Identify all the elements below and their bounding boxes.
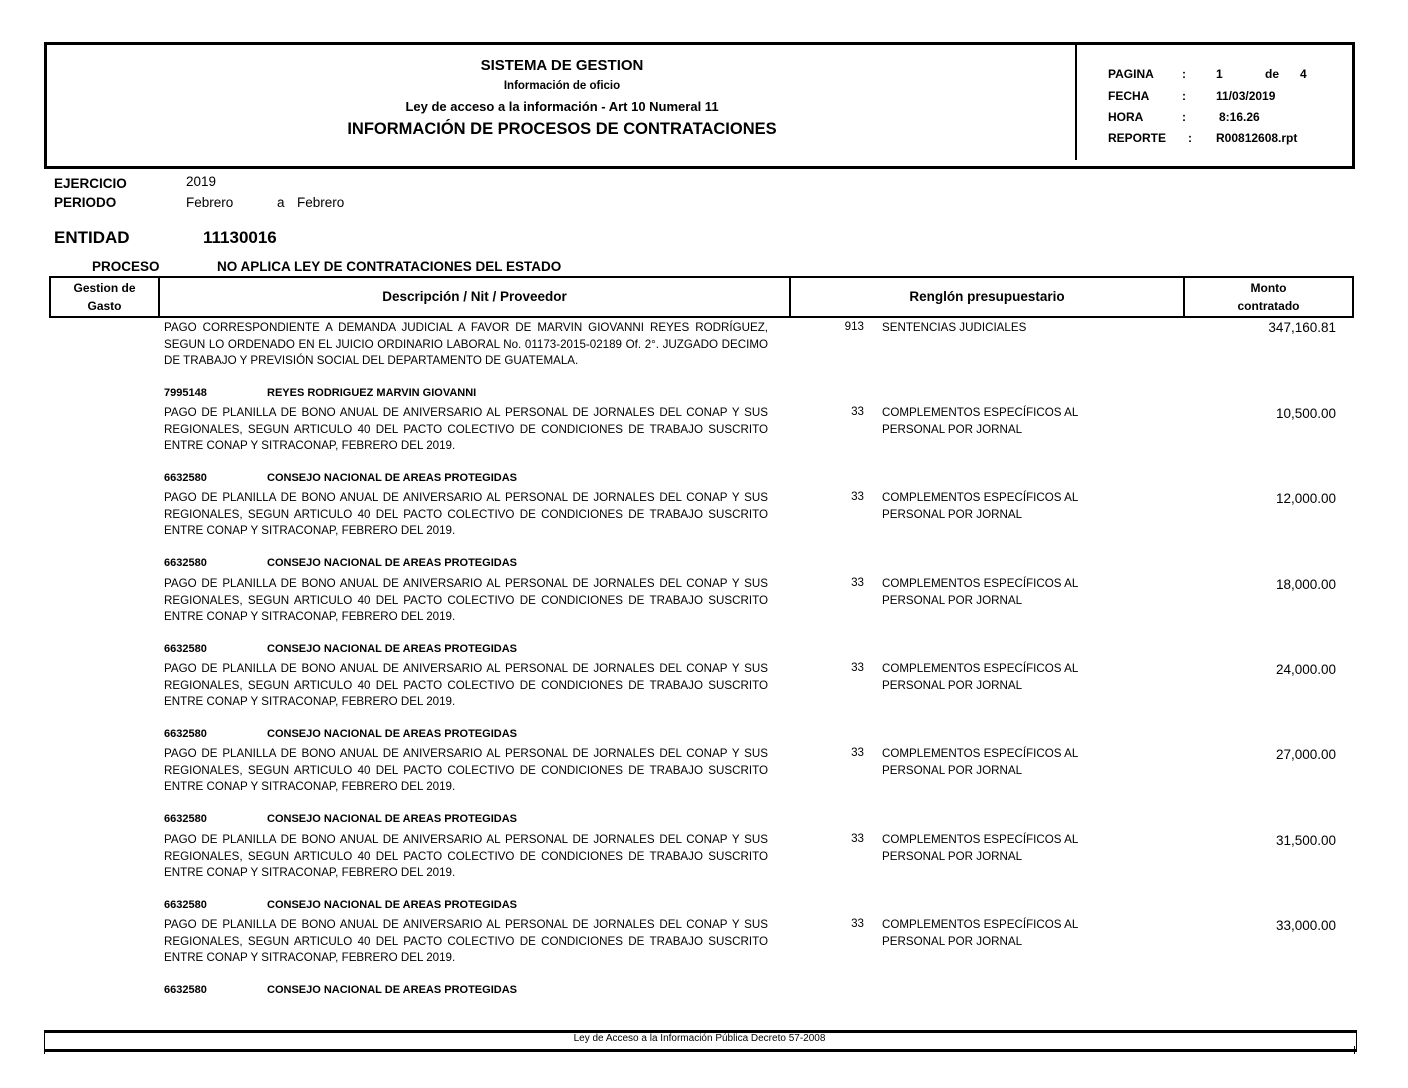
provider-name: CONSEJO NACIONAL DE AREAS PROTEGIDAS <box>267 643 517 655</box>
renglon-name: COMPLEMENTOS ESPECÍFICOS AL PERSONAL POR JORNAL <box>882 833 1078 863</box>
row-description: PAGO CORRESPONDIENTE A DEMANDA JUDICIAL A FAVOR DE MARVIN GIOVANNI REYES RODRÍGUEZ, SEGUN LO ORDENADO EN EL JUICIO ORDINARIO LABORAL No. 01173-2015-02189 Of. 2°. JUZGADO DECIMO DE TRABAJO Y PREVISIÓN SOCIAL DEL DEPARTAMENTO DE GUATEMALA. <box>164 321 768 367</box>
monto: 33,000.00 <box>1275 918 1336 933</box>
row-description: PAGO DE PLANILLA DE BONO ANUAL DE ANIVERSARIO AL PERSONAL DE JORNALES DEL CONAP Y SUS REGIONALES, SEGUN ARTICULO 40 DEL PACTO COLECTIVO DE CONDICIONES DE TRABAJO SUSCRITO ENTRE CONAP Y SITRACONAP, FEBRERO DEL 2019. <box>164 833 768 879</box>
column-header-gestion <box>49 276 160 318</box>
renglon-name: COMPLEMENTOS ESPECÍFICOS AL PERSONAL POR JORNAL <box>882 491 1078 521</box>
pagina-label: PAGINA <box>1108 67 1154 81</box>
monto: 24,000.00 <box>1275 662 1336 677</box>
provider-name: CONSEJO NACIONAL DE AREAS PROTEGIDAS <box>267 557 517 569</box>
renglon-code: 33 <box>851 746 864 759</box>
nit: 6632580 <box>164 899 207 911</box>
subtitle: Información de oficio <box>503 80 621 92</box>
nit: 7995148 <box>164 387 207 399</box>
monto: 12,000.00 <box>1275 491 1336 506</box>
nit: 6632580 <box>164 813 207 825</box>
footer-text: Ley de Acceso a la Información Pública Decreto 57-2008 <box>573 1033 826 1044</box>
ejercicio-value: 2019 <box>186 174 217 189</box>
column-header-descripcion-label: Descripción / Nit / Proveedor <box>382 289 567 304</box>
nit: 6632580 <box>164 984 207 996</box>
nit: 6632580 <box>164 472 207 484</box>
column-header-renglon-label: Renglón presupuestario <box>909 289 1065 304</box>
renglon-code: 33 <box>851 490 864 503</box>
row-description: PAGO DE PLANILLA DE BONO ANUAL DE ANIVERSARIO AL PERSONAL DE JORNALES DEL CONAP Y SUS REGIONALES, SEGUN ARTICULO 40 DEL PACTO COLECTIVO DE CONDICIONES DE TRABAJO SUSCRITO ENTRE CONAP Y SITRACONAP, FEBRERO DEL 2019. <box>164 406 768 452</box>
pagina-value: 1 <box>1216 67 1223 81</box>
renglon-name: COMPLEMENTOS ESPECÍFICOS AL PERSONAL POR JORNAL <box>882 918 1078 948</box>
renglon-name: SENTENCIAS JUDICIALES <box>882 321 1027 334</box>
provider-name: CONSEJO NACIONAL DE AREAS PROTEGIDAS <box>267 728 517 740</box>
law-line: Ley de acceso a la información - Art 10 Numeral 11 <box>405 99 719 114</box>
monto: 27,000.00 <box>1275 747 1336 762</box>
row-description: PAGO DE PLANILLA DE BONO ANUAL DE ANIVERSARIO AL PERSONAL DE JORNALES DEL CONAP Y SUS REGIONALES, SEGUN ARTICULO 40 DEL PACTO COLECTIVO DE CONDICIONES DE TRABAJO SUSCRITO ENTRE CONAP Y SITRACONAP, FEBRERO DEL 2019. <box>164 577 768 623</box>
renglon-code: 33 <box>851 661 864 674</box>
report-title: INFORMACIÓN DE PROCESOS DE CONTRATACIONES <box>347 120 777 138</box>
renglon-code: 33 <box>851 405 864 418</box>
column-header-monto <box>1183 276 1354 318</box>
proceso-label: PROCESO <box>92 259 160 274</box>
colon: : <box>1182 110 1186 124</box>
entidad-value: 11130016 <box>203 228 277 247</box>
periodo-from: Febrero <box>186 195 234 210</box>
colon: : <box>1182 67 1186 81</box>
renglon-code: 33 <box>851 917 864 930</box>
renglon-code: 913 <box>844 320 864 333</box>
colon: : <box>1182 89 1186 103</box>
hora-value: 8:16.26 <box>1219 110 1260 124</box>
column-header-monto-label: Monto contratado <box>1237 281 1300 313</box>
provider-name: CONSEJO NACIONAL DE AREAS PROTEGIDAS <box>267 472 517 484</box>
provider-name: REYES RODRIGUEZ MARVIN GIOVANNI <box>267 387 477 399</box>
ejercicio-label: EJERCICIO <box>54 176 127 191</box>
column-header-gestion-label: Gestion de Gasto <box>73 281 136 313</box>
monto: 18,000.00 <box>1275 577 1336 592</box>
monto: 347,160.81 <box>1268 320 1336 335</box>
periodo-label: PERIODO <box>54 195 117 210</box>
nit: 6632580 <box>164 557 207 569</box>
hora-label: HORA <box>1108 110 1144 124</box>
reporte-label: REPORTE <box>1108 131 1167 145</box>
renglon-code: 33 <box>851 576 864 589</box>
entidad-label: ENTIDAD <box>54 228 130 247</box>
pagina-total: 4 <box>1300 67 1307 81</box>
renglon-code: 33 <box>851 832 864 845</box>
renglon-name: COMPLEMENTOS ESPECÍFICOS AL PERSONAL POR JORNAL <box>882 406 1078 436</box>
row-description: PAGO DE PLANILLA DE BONO ANUAL DE ANIVERSARIO AL PERSONAL DE JORNALES DEL CONAP Y SUS REGIONALES, SEGUN ARTICULO 40 DEL PACTO COLECTIVO DE CONDICIONES DE TRABAJO SUSCRITO ENTRE CONAP Y SITRACONAP, FEBRERO DEL 2019. <box>164 662 768 708</box>
nit: 6632580 <box>164 728 207 740</box>
row-description: PAGO DE PLANILLA DE BONO ANUAL DE ANIVERSARIO AL PERSONAL DE JORNALES DEL CONAP Y SUS REGIONALES, SEGUN ARTICULO 40 DEL PACTO COLECTIVO DE CONDICIONES DE TRABAJO SUSCRITO ENTRE CONAP Y SITRACONAP, FEBRERO DEL 2019. <box>164 491 768 537</box>
row-description: PAGO DE PLANILLA DE BONO ANUAL DE ANIVERSARIO AL PERSONAL DE JORNALES DEL CONAP Y SUS REGIONALES, SEGUN ARTICULO 40 DEL PACTO COLECTIVO DE CONDICIONES DE TRABAJO SUSCRITO ENTRE CONAP Y SITRACONAP, FEBRERO DEL 2019. <box>164 918 768 964</box>
monto: 10,500.00 <box>1275 406 1336 421</box>
periodo-sep: a <box>277 195 285 210</box>
colon: : <box>1188 131 1192 145</box>
proceso-value: NO APLICA LEY DE CONTRATACIONES DEL ESTADO <box>217 259 562 274</box>
footer-tick <box>1354 1046 1355 1054</box>
fecha-label: FECHA <box>1108 89 1150 103</box>
nit: 6632580 <box>164 643 207 655</box>
column-header-descripcion <box>158 276 791 318</box>
renglon-name: COMPLEMENTOS ESPECÍFICOS AL PERSONAL POR JORNAL <box>882 662 1078 692</box>
renglon-name: COMPLEMENTOS ESPECÍFICOS AL PERSONAL POR JORNAL <box>882 577 1078 607</box>
footer-tick <box>44 1046 45 1054</box>
provider-name: CONSEJO NACIONAL DE AREAS PROTEGIDAS <box>267 899 517 911</box>
monto: 31,500.00 <box>1275 833 1336 848</box>
periodo-to: Febrero <box>297 195 345 210</box>
reporte-value: R00812608.rpt <box>1216 131 1298 145</box>
provider-name: CONSEJO NACIONAL DE AREAS PROTEGIDAS <box>267 813 517 825</box>
renglon-name: COMPLEMENTOS ESPECÍFICOS AL PERSONAL POR JORNAL <box>882 747 1078 777</box>
provider-name: CONSEJO NACIONAL DE AREAS PROTEGIDAS <box>267 984 517 996</box>
row-description: PAGO DE PLANILLA DE BONO ANUAL DE ANIVERSARIO AL PERSONAL DE JORNALES DEL CONAP Y SUS REGIONALES, SEGUN ARTICULO 40 DEL PACTO COLECTIVO DE CONDICIONES DE TRABAJO SUSCRITO ENTRE CONAP Y SITRACONAP, FEBRERO DEL 2019. <box>164 747 768 793</box>
de-label: de <box>1265 67 1280 81</box>
system-title: SISTEMA DE GESTION <box>480 57 644 74</box>
fecha-value: 11/03/2019 <box>1216 89 1276 103</box>
column-header-renglon <box>789 276 1185 318</box>
